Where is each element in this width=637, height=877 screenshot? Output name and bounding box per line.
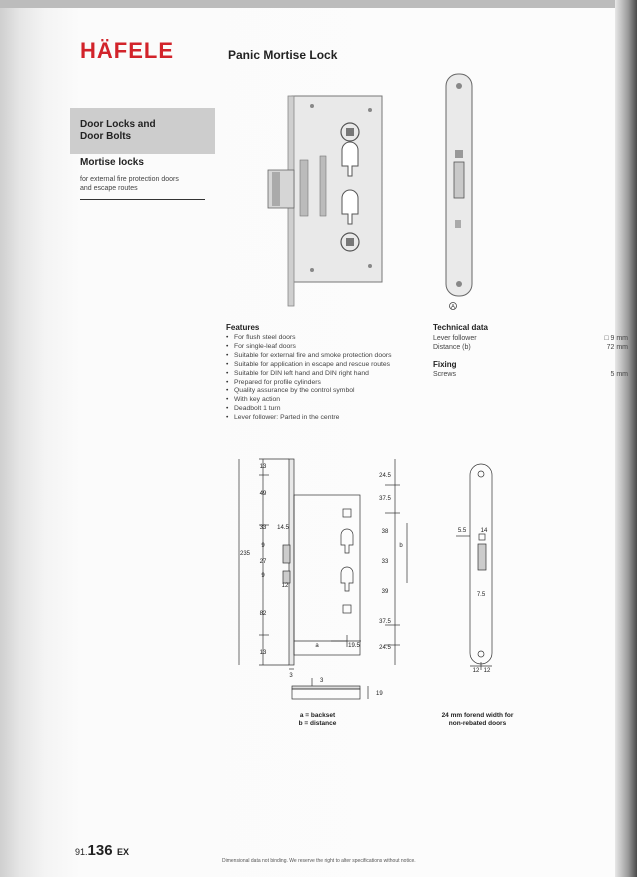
feature-item: • Quality assurance by the control symbol xyxy=(226,387,392,396)
feature-item: • Lever follower: Parted in the centre xyxy=(226,414,392,423)
dim-label: 19 xyxy=(376,691,383,697)
page-prefix: 91. xyxy=(75,847,88,857)
fixing-value: 5 mm xyxy=(610,371,628,378)
dim-label: 12 xyxy=(483,668,491,674)
page-number xyxy=(75,842,129,860)
page-title: Panic Mortise Lock xyxy=(228,48,338,62)
forend-note-line2: non-rebated doors xyxy=(448,720,507,727)
forend-dimension-drawing xyxy=(450,460,510,675)
legend-line1: a = backset xyxy=(299,712,336,719)
category-line1: Door Locks and xyxy=(80,119,156,130)
lock-dimension-drawing xyxy=(225,455,425,705)
dim-label: b xyxy=(399,543,403,549)
dim-label: 82 xyxy=(259,611,267,617)
dim-label: 37.5 xyxy=(379,496,391,502)
fixing-label: Screws xyxy=(433,371,456,378)
dim-label: 14 xyxy=(480,528,488,534)
fixing-row xyxy=(433,371,628,378)
dim-label: 13 xyxy=(259,464,267,470)
forend-note-line1: 24 mm forend width for xyxy=(441,712,514,719)
legend-line2: b = distance xyxy=(298,720,337,727)
subcategory-line2: and escape routes xyxy=(80,185,138,192)
brand-logo: HÄFELE xyxy=(80,38,174,63)
footer-disclaimer: Dimensional data not binding. We reserve the right to alter specifications without notice. xyxy=(222,858,416,864)
dim-label: 235 xyxy=(239,551,251,557)
dim-label: 9 xyxy=(261,543,265,549)
features-list xyxy=(226,334,392,423)
technical-row xyxy=(433,344,628,351)
forend-mark: A xyxy=(450,304,456,310)
dim-label: 24.5 xyxy=(379,645,391,651)
technical-heading: Technical data xyxy=(433,323,488,332)
technical-label: Lever follower xyxy=(433,335,477,342)
category-box xyxy=(70,108,215,154)
dim-label: 3 xyxy=(320,678,324,684)
dim-label: 49 xyxy=(259,491,267,497)
technical-label: Distance (b) xyxy=(433,344,471,351)
feature-item: • Prepared for profile cylinders xyxy=(226,379,392,388)
feature-item: • Suitable for application in escape and rescue routes xyxy=(226,361,392,370)
top-band xyxy=(0,0,637,8)
forend-photo xyxy=(440,70,480,310)
feature-item: • For flush steel doors xyxy=(226,334,392,343)
subcategory-title: Mortise locks xyxy=(80,157,144,168)
dim-label: 5.5 xyxy=(457,528,467,534)
dim-label: 37.5 xyxy=(379,619,391,625)
dim-label: 12 xyxy=(472,668,480,674)
technical-value: □ 9 mm xyxy=(604,335,628,342)
legend-caption xyxy=(270,712,365,728)
feature-item: • With key action xyxy=(226,396,392,405)
dim-label: 33 xyxy=(259,525,267,531)
category-line2: Door Bolts xyxy=(80,131,132,142)
dim-label: 19.5 xyxy=(348,643,360,649)
dim-label: 33 xyxy=(381,559,389,565)
category-label xyxy=(80,119,190,143)
dim-label: a xyxy=(315,643,319,649)
lock-photo xyxy=(260,70,400,310)
technical-value: 72 mm xyxy=(606,344,628,351)
dim-label: 7.5 xyxy=(476,592,486,598)
page-edge-shadow xyxy=(615,0,637,877)
page-suffix: EX xyxy=(117,847,130,857)
forend-note xyxy=(425,712,530,728)
feature-item: • Deadbolt 1 turn xyxy=(226,405,392,414)
feature-item: • For single-leaf doors xyxy=(226,343,392,352)
subcategory-divider xyxy=(80,199,205,200)
features-heading: Features xyxy=(226,323,260,332)
dim-label: 9 xyxy=(261,573,265,579)
fixing-heading: Fixing xyxy=(433,360,457,369)
section-drawing xyxy=(290,672,390,708)
subcategory-description xyxy=(80,175,205,193)
dim-label: 3 xyxy=(289,673,293,679)
dim-label: 39 xyxy=(381,589,389,595)
dim-label: 38 xyxy=(381,529,389,535)
page-number-value: 136 xyxy=(87,842,113,859)
dim-label: 12 xyxy=(281,583,289,589)
dim-label: 27 xyxy=(259,559,267,565)
technical-row xyxy=(433,335,628,342)
dim-label: 24.5 xyxy=(379,473,391,479)
feature-item: • Suitable for DIN left hand and DIN right hand xyxy=(226,370,392,379)
dim-label: 14.5 xyxy=(277,525,289,531)
feature-item: • Suitable for external fire and smoke protection doors xyxy=(226,352,392,361)
dim-label: 13 xyxy=(259,650,267,656)
subcategory-line1: for external fire protection doors xyxy=(80,176,179,183)
